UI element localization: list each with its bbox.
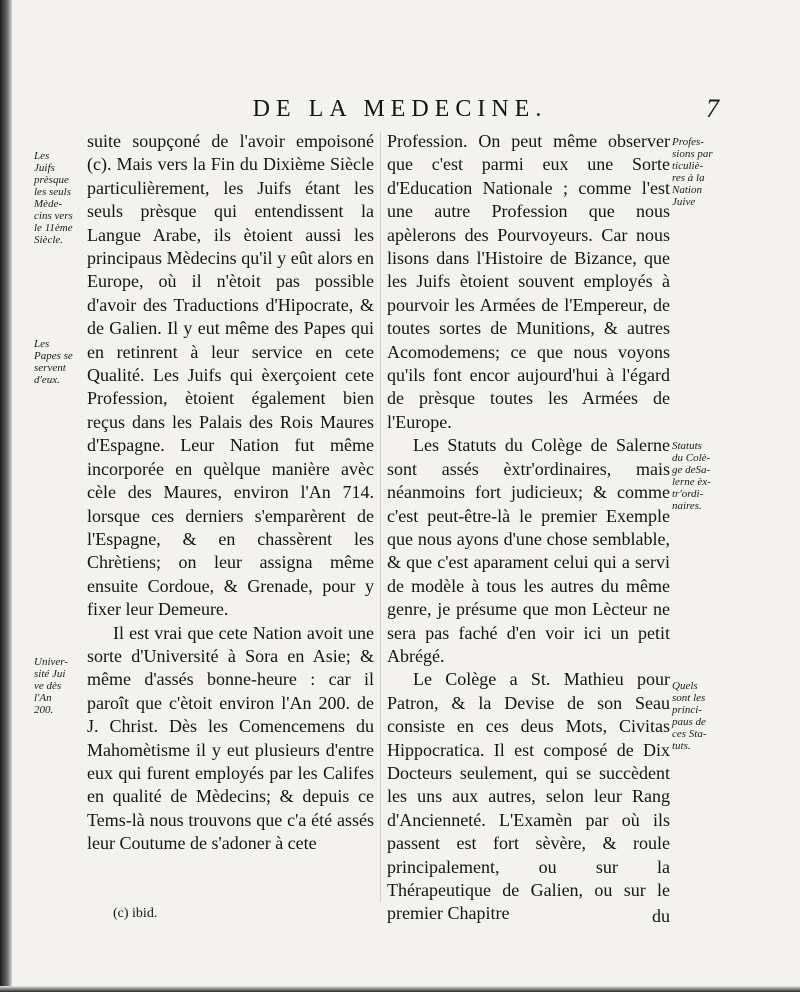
margin-note-principaus: Quels sont les princi- paus de ces Sta- tuts. xyxy=(672,680,707,752)
page-number: 7 xyxy=(706,94,719,123)
right-paragraph-1: Profession. On peut même observer que c'est parmi eux une Sorte d'Education Nationale ; comme l'est une autre Profession que nous apèlerons des Pourvoyeurs. Car nous lisons dans l'Histoire de Bizance, que les Juifs ètoient souvent employés à pourvoir les Armées de l'Empereur, de toutes sortes de Munitions, & autres Acomodemens; ce que nous voyons qu'ils font encor aujourd'hui à l'égard de prèsque toutes les Armées de l'Europe. xyxy=(387,131,670,432)
margin-note-universite: Univer- sité Jui ve dès l'An 200. xyxy=(34,656,68,716)
book-spine-shadow xyxy=(0,0,12,992)
running-header: DE LA MEDECINE. xyxy=(252,96,548,122)
left-paragraph-1: suite soupçoné de l'avoir empoisoné (c). Mais vers la Fin du Dixième Siècle particulièrement, les Juifs étant les seuls prèsque qui entendissent la Langue Arabe, ils ètoient aussi les principaus Mèdecins qu'il y eût alors en Europe, où il n'ètoit pas possible d'avoir des Traductions d'Hipocrate, & de Galien. Il y eut même des Papes qui en retinrent à leur service en cete Qualité. Les Juifs qui èxerçoient cete Profession, ètoient également bien reçus dans les Palais des Rois Maures d'Espagne. Leur Nation fut même incorporée en quèlque manière avèc cèle des Maures, environ l'An 714. lorsque ces derniers s'emparèrent de l'Espagne, & en chassèrent les Chrètiens; on leur assigna même ensuite Cordoue, & Grenade, pour y fixer leur Demeure. xyxy=(87,131,374,620)
margin-note-profession: Profes- sions par ticuliè- res à la Nation Juive xyxy=(672,136,713,208)
column-gutter xyxy=(380,132,381,902)
left-paragraph-2: Il est vrai que cete Nation avoit une sorte d'Université à Sora en Asie; & même d'assés bonne-heure : car il paroît que c'ètoit environ l'An 200. de J. Christ. Dès les Comencemens du Mahomètisme il y eut plusieurs d'entre eux qui furent employés par les Califes en qualité de Mèdecins; & depuis ce Tems-là nous trouvons que c'a été assés leur Coutume de s'adoner à cete xyxy=(87,622,374,854)
margin-note-statuts: Statuts du Colè- ge deSa- lerne èx- tr'ordi- naires. xyxy=(672,440,711,512)
catchword: du xyxy=(652,906,670,926)
left-text-column xyxy=(87,130,374,856)
margin-note-papes: Les Papes se servent d'eux. xyxy=(34,338,73,386)
right-paragraph-3: Le Colège a St. Mathieu pour Patron, & la Devise de son Seau consiste en ces deus Mots, Civitas Hippocratica. Il est composé de Dix Docteurs seulement, qui se succèdent les uns aux autres, selon leur Rang d'Ancienneté. L'Examèn par où ils passent est fort sèvère, & roule principalement, ou sur la Thérapeutique de Galien, ou sur le premier Chapitre xyxy=(387,669,670,924)
page-bottom-edge xyxy=(0,986,800,992)
footnote: (c) ibid. xyxy=(113,906,158,921)
right-paragraph-2: Les Statuts du Colège de Salerne sont assés èxtr'ordinaires, mais néanmoins fort judicieux; & comme c'est peut-être-là le premier Exemple que nous ayons d'une chose semblable, & que c'est aparament celui qui a servi de modèle à tous les autres du même genre, je présume que mon Lècteur ne sera pas faché d'en voir ici un petit Abrégé. xyxy=(387,435,670,666)
right-text-column xyxy=(387,130,670,926)
margin-note-juifs: Les Juifs prèsque les seuls Mède- cins vers le 11ème Siècle. xyxy=(34,150,73,246)
